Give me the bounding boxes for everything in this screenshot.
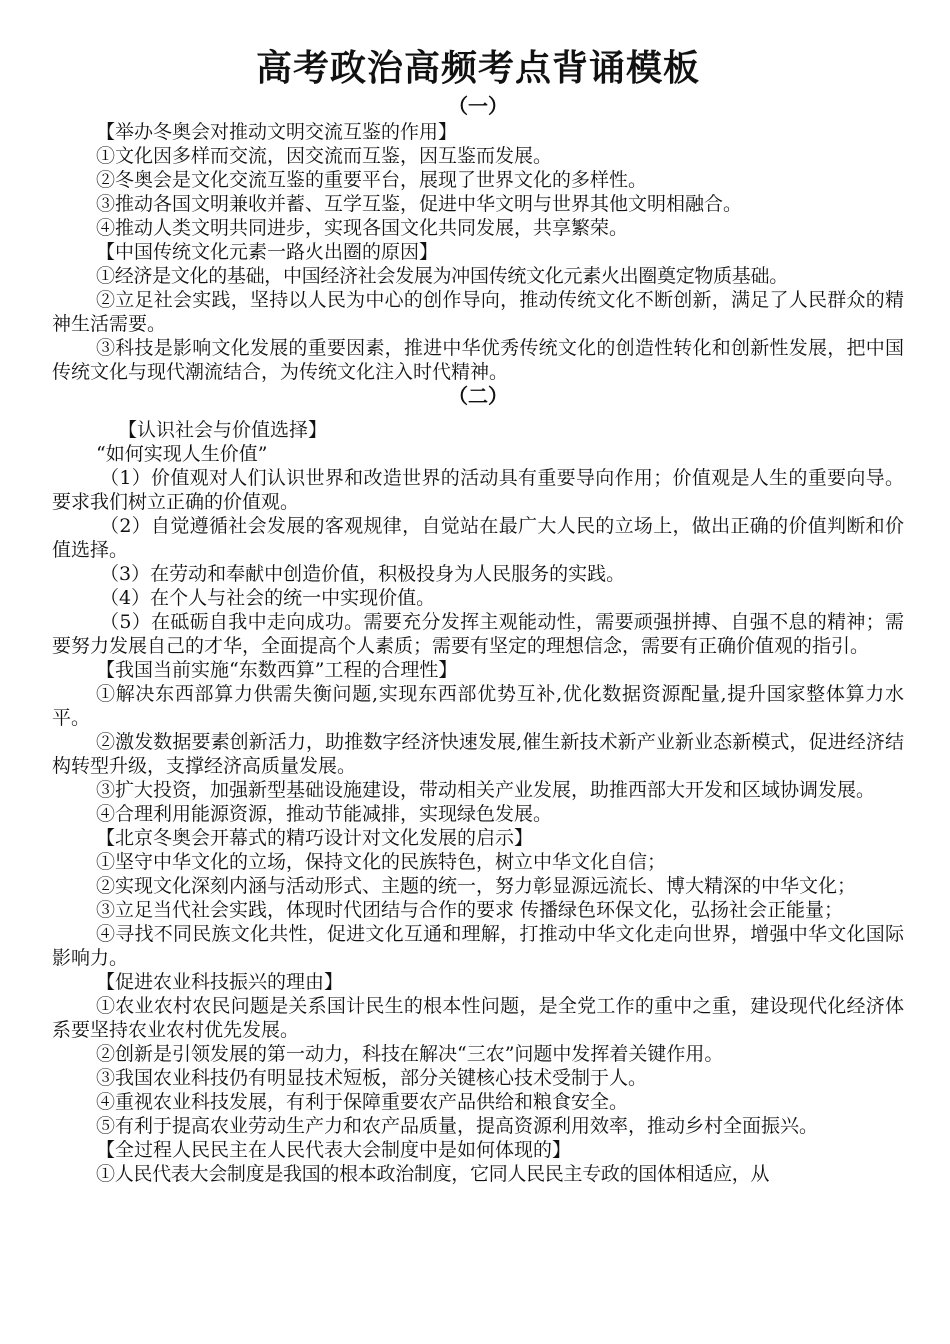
- block-heading: 【北京冬奥会开幕式的精巧设计对文化发展的启示】: [96, 827, 534, 849]
- block-east-data-west-compute: [52, 658, 904, 826]
- list-item: （2）自觉遵循社会发展的客观规律，自觉站在最广大人民的立场上，做出正确的价值判断和价值选择。: [52, 515, 904, 561]
- list-item: （4）在个人与社会的统一中实现价值。: [100, 587, 436, 609]
- block-heading: 【举办冬奥会对推动文明交流互鉴的作用】: [96, 121, 458, 143]
- list-item: （5）在砥砺自我中走向成功。需要充分发挥主观能动性，需要顽强拼搏、自强不息的精神；需要努力发展自己的才华，全面提高个人素质；需要有坚定的理想信念，需要有正确价值观的指引。: [52, 611, 904, 657]
- section-one-label: （一）: [448, 94, 508, 118]
- list-item: ②冬奥会是文化交流互鉴的重要平台，展现了世界文化的多样性。: [96, 169, 648, 191]
- block-olympics-opening-ceremony: [52, 826, 904, 970]
- list-item: ④重视农业科技发展，有利于保障重要农产品供给和粮食安全。: [96, 1091, 629, 1113]
- list-item: ③推动各国文明兼收并蓄、互学互鉴，促进中华文明与世界其他文明相融合。: [96, 193, 743, 215]
- list-item: ①经济是文化的基础，中国经济社会发展为冲国传统文化元素火出圈奠定物质基础。: [96, 265, 788, 287]
- block-social-values: [52, 418, 904, 658]
- section-two-label: （二）: [448, 384, 508, 408]
- list-item: ①人民代表大会制度是我国的根本政治制度，它同人民民主专政的国体相适应，从: [96, 1163, 770, 1185]
- list-item: （3）在劳动和奉献中创造价值，积极投身为人民服务的实践。: [100, 563, 626, 585]
- block-heading: 【认识社会与价值选择】: [118, 419, 328, 441]
- list-item: ①文化因多样而交流，因交流而互鉴，因互鉴而发展。: [96, 145, 553, 167]
- block-heading: 【全过程人民民主在人民代表大会制度中是如何体现的】: [96, 1139, 572, 1161]
- block-heading: 【我国当前实施“东数西算”工程的合理性】: [96, 659, 458, 681]
- list-item: ④合理利用能源资源，推动节能减排，实现绿色发展。: [96, 803, 553, 825]
- list-item: ①解决东西部算力供需失衡问题,实现东西部优势互补,优化数据资源配量,提升国家整体算力水平。: [52, 683, 904, 729]
- block-subheading: “如何实现人生价值”: [96, 443, 268, 465]
- list-item: ③科技是影响文化发展的重要因素，推进中华优秀传统文化的创造性转化和创新性发展，把中国传统文化与现代潮流结合，为传统文化注入时代精神。: [52, 337, 904, 383]
- block-winter-olympics-exchange: [52, 120, 904, 240]
- list-item: ②实现文化深刻内涵与活动形式、主题的统一，努力彰显源远流长、博大精深的中华文化；: [96, 875, 857, 897]
- list-item: ③扩大投资，加强新型基础设施建设，带动相关产业发展，助推西部大开发和区域协调发展。: [96, 779, 876, 801]
- list-item: ②创新是引领发展的第一动力，科技在解决“三农”问题中发挥着关键作用。: [96, 1043, 724, 1065]
- list-item: ①坚守中华文化的立场，保持文化的民族特色，树立中华文化自信；: [96, 851, 667, 873]
- document-page: [52, 44, 904, 1186]
- block-traditional-culture: [52, 240, 904, 384]
- block-agricultural-technology: [52, 970, 904, 1138]
- list-item: ④寻找不同民族文化共性，促进文化互通和理解，打推动中华文化走向世界，增强中华文化国际影响力。: [52, 923, 904, 969]
- list-item: ②激发数据要素创新活力，助推数字经济快速发展,催生新技术新产业新业态新模式，促进经济结构转型升级，支撑经济高质量发展。: [52, 731, 904, 777]
- list-item: （1）价值观对人们认识世界和改造世界的活动具有重要导向作用；价值观是人生的重要向导。要求我们树立正确的价值观。: [52, 467, 904, 513]
- list-item: ③我国农业科技仍有明显技术短板，部分关键核心技术受制于人。: [96, 1067, 648, 1089]
- list-item: ④推动人类文明共同进步，实现各国文化共同发展，共享繁荣。: [96, 217, 629, 239]
- block-heading: 【中国传统文化元素一路火出圈的原因】: [96, 241, 439, 263]
- list-item: ①农业农村农民问题是关系国计民生的根本性问题，是全党工作的重中之重，建设现代化经济体系要坚持农业农村优先发展。: [52, 995, 904, 1041]
- list-item: ③立足当代社会实践，体现时代团结与合作的要求 传播绿色环保文化，弘扬社会正能量；: [96, 899, 844, 921]
- block-heading: 【促进农业科技振兴的理由】: [96, 971, 344, 993]
- block-peoples-democracy: [52, 1138, 904, 1186]
- list-item: ②立足社会实践，坚持以人民为中心的创作导向，推动传统文化不断创新，满足了人民群众的精神生活需要。: [52, 289, 904, 335]
- list-item: ⑤有利于提高农业劳动生产力和农产品质量，提高资源利用效率，推动乡村全面振兴。: [96, 1115, 819, 1137]
- page-title: 高考政治高频考点背诵模板: [255, 48, 700, 89]
